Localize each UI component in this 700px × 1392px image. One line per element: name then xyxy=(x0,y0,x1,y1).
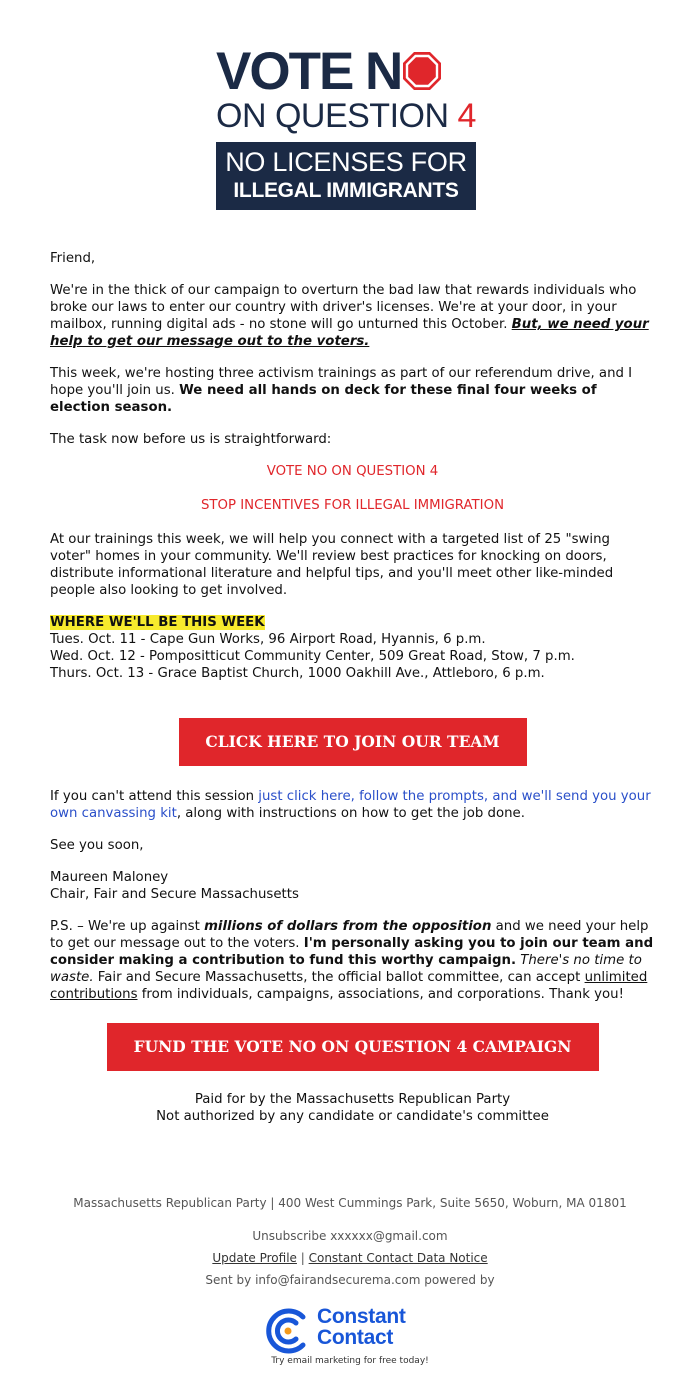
logo-question-text: ON QUESTION xyxy=(216,97,458,135)
join-team-button[interactable]: CLICK HERE TO JOIN OUR TEAM xyxy=(179,718,527,766)
footer-separator: | xyxy=(296,1251,309,1265)
signature-title: Chair, Fair and Secure Massachusetts xyxy=(50,887,299,902)
fund-campaign-button[interactable]: FUND THE VOTE NO ON QUESTION 4 CAMPAIGN xyxy=(107,1023,599,1071)
paragraph-trainings-detail: At our trainings this week, we will help you connect with a targeted list of 25 "swing voter" homes in your community. We'll review best practices for knocking on doors, distribute informational literature and helpful tips, and you'll meet other like-minded people also looking to get involved. xyxy=(50,532,614,598)
unsubscribe-link[interactable]: Unsubscribe xyxy=(252,1229,327,1243)
footer-address: Massachusetts Republican Party | 400 West Cummings Park, Suite 5650, Woburn, MA 01801 xyxy=(73,1196,627,1210)
logo-banner-line2: ILLEGAL IMMIGRANTS xyxy=(233,179,459,202)
paragraph-trainings-emphasis: We need all hands on deck for these final four weeks of election season. xyxy=(50,383,597,415)
ps-text: and we need your help to get our message out to the voters. xyxy=(50,919,649,951)
schedule-item: Thurs. Oct. 13 - Grace Baptist Church, 1000 Oakhill Ave., Attleboro, 6 p.m. xyxy=(50,666,545,681)
ps-italic: There's no time to waste. xyxy=(50,953,642,985)
footer-sent-by: Sent by info@fairandsecurema.com powered by xyxy=(205,1273,495,1287)
postscript xyxy=(50,918,655,1003)
logo-question xyxy=(216,98,480,134)
signoff: See you soon, xyxy=(50,838,144,853)
constant-contact-logo[interactable] xyxy=(265,1305,435,1366)
signature xyxy=(50,869,655,903)
paragraph-intro-text: We're in the thick of our campaign to overturn the bad law that rewards individuals who broke our laws to enter our country with driver's licenses. We're at your door, in your mailbox, running digital ads - no stone will go unturned this October. xyxy=(50,283,637,332)
logo-banner xyxy=(216,142,476,210)
logo-banner-line1: NO LICENSES FOR xyxy=(225,147,467,177)
logo-question-number: 4 xyxy=(457,97,476,135)
paragraph-intro xyxy=(50,282,655,350)
footer-unsubscribe-row xyxy=(0,1228,700,1244)
paragraph-task: The task now before us is straightforward: xyxy=(50,432,332,447)
constant-contact-mark-icon xyxy=(265,1308,311,1354)
recipient-email: xxxxxx@gmail.com xyxy=(330,1229,448,1243)
paragraph-canvass-kit xyxy=(50,788,655,822)
canvass-kit-link[interactable]: just click here, follow the prompts, and we'll send you your own canvassing kit xyxy=(50,789,651,821)
canvass-text-end: , along with instructions on how to get the job done. xyxy=(176,806,525,821)
schedule xyxy=(50,614,655,682)
cc-wordmark-line2: Contact xyxy=(317,1326,394,1349)
campaign-logo xyxy=(216,42,480,210)
canvass-text: If you can't attend this session xyxy=(50,789,259,804)
ps-bold: I'm personally asking you to join our team and consider making a contribution to fund this worthy campaign. xyxy=(50,936,654,968)
stop-sign-icon xyxy=(402,51,442,91)
paid-disclaimer-1: Paid for by the Massachusetts Republican Party xyxy=(194,1092,511,1107)
cc-tagline: Try email marketing for free today! xyxy=(271,1356,429,1366)
greeting: Friend, xyxy=(50,251,96,266)
ps-emphasis: millions of dollars from the opposition xyxy=(204,919,492,934)
paragraph-trainings xyxy=(50,365,655,416)
schedule-item: Wed. Oct. 12 - Pompositticut Community Center, 509 Great Road, Stow, 7 p.m. xyxy=(50,649,575,664)
paragraph-trainings-text: This week, we're hosting three activism trainings as part of our referendum drive, and I hope you'll join us. xyxy=(50,366,633,398)
footer-links-row xyxy=(0,1250,700,1266)
cc-wordmark-line1: Constant xyxy=(317,1305,406,1328)
schedule-item: Tues. Oct. 11 - Cape Gun Works, 96 Airport Road, Hyannis, 6 p.m. xyxy=(50,632,486,647)
signature-name: Maureen Maloney xyxy=(50,870,169,885)
data-notice-link[interactable]: Constant Contact Data Notice xyxy=(308,1251,488,1265)
logo-vote-no xyxy=(216,42,480,101)
constant-contact-wordmark xyxy=(317,1306,406,1348)
paragraph-intro-emphasis: But, we need your help to get our message out to the voters. xyxy=(50,317,649,349)
schedule-title: WHERE WE'LL BE THIS WEEK xyxy=(50,615,265,630)
slogan-stop-incentives: STOP INCENTIVES FOR ILLEGAL IMMIGRATION xyxy=(200,498,505,513)
email-body xyxy=(50,250,655,1125)
paid-disclaimer-2: Not authorized by any candidate or candidate's committee xyxy=(156,1109,549,1124)
slogan-vote-no: VOTE NO ON QUESTION 4 xyxy=(266,464,439,479)
ps-text: Fair and Secure Massachusetts, the official ballot committee, can accept xyxy=(93,970,585,985)
ps-underline: unlimited contributions xyxy=(50,970,648,1002)
logo-vote-text: VOTE N xyxy=(216,42,402,101)
email-footer xyxy=(0,1195,700,1366)
update-profile-link[interactable]: Update Profile xyxy=(212,1251,297,1265)
ps-text: from individuals, campaigns, associations, and corporations. Thank you! xyxy=(137,987,624,1002)
ps-text: P.S. – We're up against xyxy=(50,919,205,934)
